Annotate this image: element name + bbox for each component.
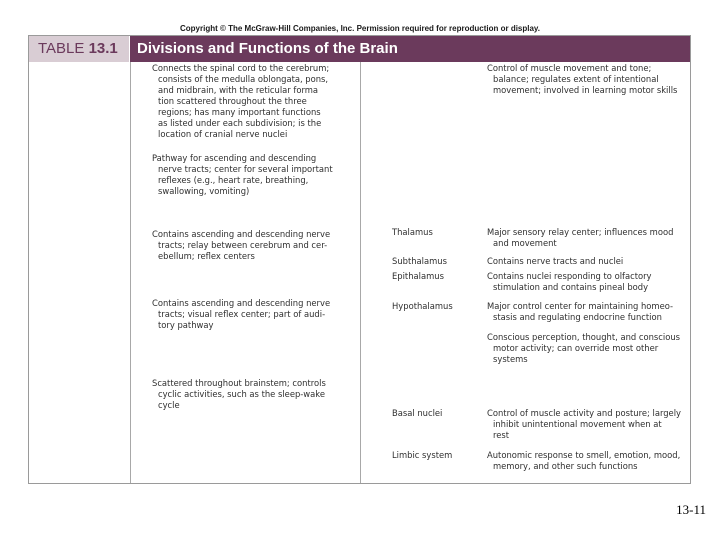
cell-line: swallowing, vomiting) [158, 186, 250, 196]
medulla-function [152, 153, 333, 197]
cell-line: motor activity; can override most other [493, 343, 659, 353]
limbic-system-function [487, 450, 680, 472]
cell-line: Major sensory relay center; influences mood [487, 227, 674, 237]
cell-line: cyclic activities, such as the sleep-wake [158, 389, 325, 399]
cell-line: and midbrain, with the reticular forma [158, 85, 319, 95]
cell-line: Contains nerve tracts and nuclei [487, 256, 624, 266]
cell-line: Control of muscle activity and posture; largely [487, 408, 681, 418]
cell-line: memory, and other such functions [493, 461, 638, 471]
structure-label: Basal nuclei [392, 408, 443, 418]
cell-line: Scattered throughout brainstem; controls [152, 378, 326, 388]
cell-line: systems [493, 354, 528, 364]
cell-line: ebellum; reflex centers [158, 251, 255, 261]
copyright-notice: Copyright © The McGraw-Hill Companies, Inc. Permission required for reproduction or display. [179, 24, 541, 33]
slide-number: 13-11 [676, 502, 706, 517]
brain-divisions-table [28, 35, 691, 484]
cell-line: rest [493, 430, 510, 440]
structure-label: Hypothalamus [392, 301, 453, 311]
cerebellum-function [487, 63, 677, 96]
cell-line: regions; has many important functions [158, 107, 321, 117]
cell-line: Pathway for ascending and descending [152, 153, 317, 163]
cell-line: and movement [493, 238, 557, 248]
cell-line: balance; regulates extent of intentional [493, 74, 659, 84]
cell-line: Connects the spinal cord to the cerebrum; [152, 63, 330, 73]
cell-line: consists of the medulla oblongata, pons, [158, 74, 329, 84]
cell-line: Autonomic response to smell, emotion, mood, [487, 450, 681, 460]
cell-line: Contains ascending and descending nerve [152, 298, 331, 308]
cell-line: as listed under each subdivision; is the [158, 118, 322, 128]
basal-nuclei-function [487, 408, 681, 441]
table-label [29, 36, 130, 62]
cell-line: reflexes (e.g., heart rate, breathing, [158, 175, 309, 185]
cell-line: inhibit unintentional movement when at [493, 419, 662, 429]
table-number: 13.1 [88, 40, 118, 57]
structure-subthalamus [392, 256, 447, 267]
reticular-formation-function [152, 378, 326, 411]
cell-line: tracts; relay between cerebrum and cer- [158, 240, 328, 250]
column-divider [130, 62, 131, 483]
cell-line: Control of muscle movement and tone; [487, 63, 652, 73]
column-divider [360, 62, 361, 483]
structure-epithalamus [392, 271, 444, 282]
structure-basal-nuclei [392, 408, 442, 419]
cell-line: nerve tracts; center for several important [158, 164, 333, 174]
cell-line: Conscious perception, thought, and conscious [487, 332, 681, 342]
cerebrum-function [487, 332, 680, 365]
epithalamus-function [487, 271, 652, 293]
cell-line: stimulation and contains pineal body [493, 282, 649, 292]
structure-thalamus [392, 227, 433, 238]
structure-limbic-system [392, 450, 452, 461]
thalamus-function [487, 227, 673, 249]
structure-label: Epithalamus [392, 271, 444, 281]
subthalamus-function [487, 256, 623, 267]
cell-line: tracts; visual reflex center; part of audi- [158, 309, 326, 319]
structure-label: Thalamus [392, 227, 433, 237]
table-header [29, 36, 690, 62]
cell-line: movement; involved in learning motor skills [493, 85, 678, 95]
cell-line: stasis and regulating endocrine function [493, 312, 662, 322]
cell-line: Major control center for maintaining homeo- [487, 301, 674, 311]
cell-line: Contains nuclei responding to olfactory [487, 271, 652, 281]
structure-hypothalamus [392, 301, 453, 312]
structure-label: Subthalamus [392, 256, 447, 266]
pons-function [152, 229, 330, 262]
structure-label: Limbic system [392, 450, 453, 460]
table-label-prefix: TABLE [38, 40, 89, 57]
cell-line: location of cranial nerve nuclei [158, 129, 288, 139]
cell-line: Contains ascending and descending nerve [152, 229, 331, 239]
brainstem-function [152, 63, 329, 140]
cell-line: cycle [158, 400, 180, 410]
cell-line: tory pathway [158, 320, 214, 330]
cell-line: tion scattered throughout the three [158, 96, 307, 106]
hypothalamus-function [487, 301, 673, 323]
table-title: Divisions and Functions of the Brain [137, 40, 398, 57]
midbrain-function [152, 298, 330, 331]
